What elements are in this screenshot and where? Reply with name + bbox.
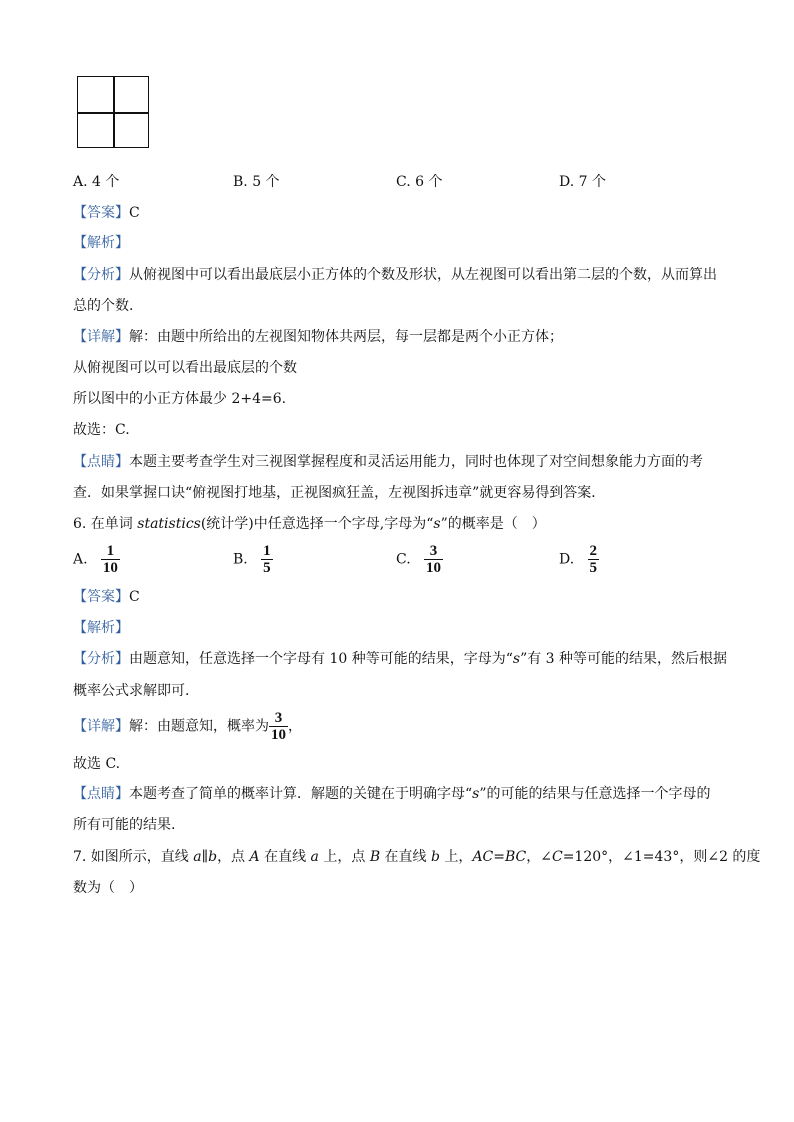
q7-text: 上，点: [318, 849, 370, 865]
answer-value: C: [129, 589, 140, 605]
dianjing-text: 本题主要考查学生对三视图掌握程度和灵活运用能力，同时也体现了对空间想象能力方面的考: [129, 454, 703, 470]
q5-option-a: A. 4 个: [73, 174, 120, 190]
fraction: [588, 543, 600, 576]
q5-xiangjie-line-1: [73, 327, 563, 347]
q5-fenxi-line-2: 总的个数.: [73, 298, 134, 314]
q6-stem-c: ”的概率是（ ）: [440, 516, 546, 532]
q7-parallel: ∥: [201, 849, 209, 865]
fraction: [261, 543, 273, 576]
q5-option-d: D. 7 个: [559, 174, 606, 190]
q6-fenxi-line-2: 概率公式求解即可.: [73, 683, 190, 699]
q7-text: ，∠: [526, 849, 552, 865]
q7-text: ，点: [217, 849, 250, 865]
q5-analysis-line: [73, 233, 129, 253]
denominator: 5: [263, 560, 271, 576]
q7-var-b: b: [431, 849, 440, 865]
option-label: B.: [233, 551, 248, 568]
q7-text: =120°，∠1=43°，则∠2 的度: [562, 849, 761, 865]
q5-xiangjie-line-3: 所以图中的小正方体最少 2+4=6.: [73, 391, 287, 407]
answer-tag: 【答案】: [73, 589, 129, 605]
dianjing-text-a: 本题考查了简单的概率计算．解题的关键在于明确字母“: [129, 786, 473, 802]
q6-option-c: [396, 543, 443, 576]
fraction: [424, 543, 443, 576]
fenxi-s: s: [512, 651, 521, 667]
xiangjie-text: 解：由题中所给出的左视图知物体共两层，每一层都是两个小正方体；: [129, 329, 563, 345]
q7-angle-c: C: [551, 849, 563, 865]
q6-answer-line: [73, 587, 140, 607]
q7-var-a: a: [310, 849, 319, 865]
denominator: 5: [589, 560, 598, 576]
q6-option-b: [233, 543, 273, 576]
q5-option-c: C. 6 个: [396, 174, 443, 190]
denominator: 10: [271, 727, 286, 743]
q7-point-b: B: [369, 849, 381, 865]
fraction: [101, 543, 120, 576]
xiangjie-tag: 【详解】: [73, 718, 129, 735]
dianjing-text-b: ”的可能的结果与任意选择一个字母的: [479, 786, 711, 802]
denominator: 10: [102, 560, 118, 576]
fenxi-tag: 【分析】: [73, 267, 129, 283]
q5-option-b: B. 5 个: [233, 174, 280, 190]
q5-fenxi-line-1: [73, 265, 717, 285]
dianjing-s: s: [472, 786, 480, 802]
q7-text: 上，: [439, 849, 473, 865]
q5-answer-line: [73, 203, 140, 223]
q7-stem-line-1: [73, 847, 760, 867]
q6-stem: [73, 514, 546, 534]
numerator: 3: [429, 543, 438, 559]
top-view-figure: [77, 76, 149, 148]
denominator: 10: [426, 560, 442, 576]
option-label: D.: [559, 551, 575, 568]
q6-stem-b: (统计学)中任意选择一个字母,字母为“: [200, 516, 434, 532]
option-label: A.: [73, 551, 88, 568]
xiangjie-text: 解：由题意知，概率为: [129, 718, 269, 735]
fenxi-text-b: ”有 3 种等可能的结果，然后根据: [520, 651, 728, 667]
xiangjie-end: ，: [288, 718, 302, 735]
q6-xiangjie-line-2: 故选 C.: [73, 756, 121, 772]
q7-text: 在直线: [259, 849, 311, 865]
q7-ac-bc: AC=BC: [472, 849, 527, 865]
q5-xiangjie-line-2: 从俯视图可以可以看出最底层的个数: [73, 360, 297, 376]
answer-tag: 【答案】: [73, 205, 129, 221]
dianjing-tag: 【点睛】: [73, 454, 129, 470]
fenxi-text: 从俯视图中可以看出最底层小正方体的个数及形状，从左视图可以看出第二层的个数，从而算出: [129, 267, 717, 283]
q6-stem-word: statistics: [137, 516, 201, 532]
q6-option-a: [73, 543, 120, 576]
q6-xiangjie-line-1: [73, 710, 302, 743]
q5-xiangjie-line-4: 故选：C.: [73, 422, 130, 438]
q6-analysis-line: [73, 618, 129, 638]
fraction: [269, 710, 288, 743]
q6-dianjing-line-2: 所有可能的结果.: [73, 817, 176, 833]
numerator: 2: [589, 543, 598, 559]
fenxi-tag: 【分析】: [73, 651, 129, 667]
q7-point-a: A: [249, 849, 260, 865]
q5-dianjing-line-1: [73, 452, 703, 472]
q6-fenxi-line-1: [73, 649, 727, 669]
q7-text: 7. 如图所示，直线: [73, 849, 194, 865]
numerator: 3: [274, 710, 283, 726]
numerator: 1: [106, 543, 115, 559]
q5-dianjing-line-2: 查．如果掌握口诀“俯视图打地基，正视图疯狂盖，左视图拆违章”就更容易得到答案．: [73, 485, 606, 501]
q7-var-b: b: [208, 849, 218, 865]
numerator: 1: [263, 543, 271, 559]
q7-stem-line-2: 数为（ ）: [73, 880, 143, 896]
fenxi-text-a: 由题意知，任意选择一个字母有 10 种等可能的结果，字母为“: [129, 651, 513, 667]
xiangjie-tag: 【详解】: [73, 329, 129, 345]
q6-stem-s: s: [433, 516, 441, 532]
q6-stem-a: 6. 在单词: [73, 516, 138, 532]
analysis-tag: 【解析】: [73, 620, 129, 636]
q7-var-a: a: [193, 849, 202, 865]
dianjing-tag: 【点睛】: [73, 786, 129, 802]
analysis-tag: 【解析】: [73, 235, 129, 251]
answer-value: C: [129, 205, 140, 221]
q7-text: 在直线: [380, 849, 432, 865]
q6-dianjing-line-1: [73, 784, 711, 804]
grid-divider-horizontal: [78, 112, 148, 114]
q6-option-d: [559, 543, 599, 576]
option-label: C.: [396, 551, 411, 568]
